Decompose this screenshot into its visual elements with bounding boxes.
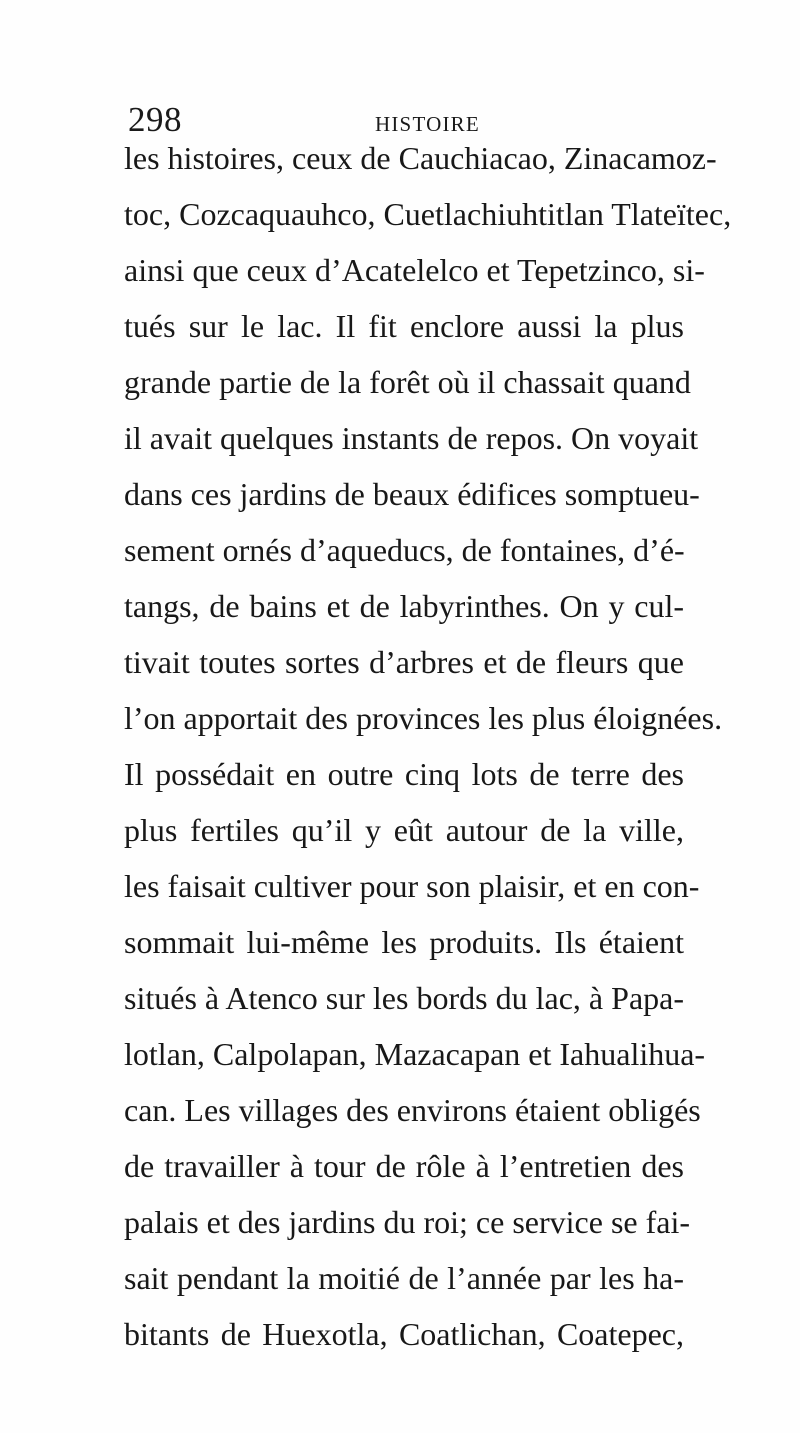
- text-line: Il possédait en outre cinq lots de terre des: [124, 756, 684, 792]
- text-line: dans ces jardins de beaux édifices somptueu-: [124, 476, 700, 512]
- text-line: de travailler à tour de rôle à l’entretien des: [124, 1148, 684, 1184]
- text-line: bitants de Huexotla, Coatlichan, Coatepec,: [124, 1316, 684, 1352]
- text-line: plus fertiles qu’il y eût autour de la ville,: [124, 812, 684, 848]
- text-line: can. Les villages des environs étaient obligés: [124, 1092, 701, 1128]
- page-number: 298: [128, 100, 182, 139]
- text-line: lotlan, Calpolapan, Mazacapan et Iahualihua-: [124, 1036, 706, 1072]
- text-line: grande partie de la forêt où il chassait quand: [124, 364, 691, 400]
- text-line: tivait toutes sortes d’arbres et de fleurs que: [124, 644, 684, 680]
- body-text: [124, 130, 732, 1362]
- text-line: tangs, de bains et de labyrinthes. On y cul-: [124, 588, 684, 624]
- text-line: il avait quelques instants de repos. On voyait: [124, 420, 699, 456]
- text-line: sommait lui-même les produits. Ils étaient: [124, 924, 684, 960]
- text-line: toc, Cozcaquauhco, Cuetlachiuhtitlan Tlateïtec,: [124, 196, 732, 232]
- text-line: les histoires, ceux de Cauchiacao, Zinacamoz-: [124, 140, 717, 176]
- text-line: sement ornés d’aqueducs, de fontaines, d’é-: [124, 532, 685, 568]
- text-line: sait pendant la moitié de l’année par les ha-: [124, 1260, 684, 1296]
- text-line: l’on apportait des provinces les plus éloignées.: [124, 700, 723, 736]
- text-line: tués sur le lac. Il fit enclore aussi la plus: [124, 308, 684, 344]
- text-line: ainsi que ceux d’Acatelelco et Tepetzinco, si-: [124, 252, 705, 288]
- running-title: HISTOIRE: [375, 112, 480, 136]
- text-line: palais et des jardins du roi; ce service se fai-: [124, 1204, 690, 1240]
- text-line: les faisait cultiver pour son plaisir, et en con-: [124, 868, 700, 904]
- text-line: situés à Atenco sur les bords du lac, à Papa-: [124, 980, 684, 1016]
